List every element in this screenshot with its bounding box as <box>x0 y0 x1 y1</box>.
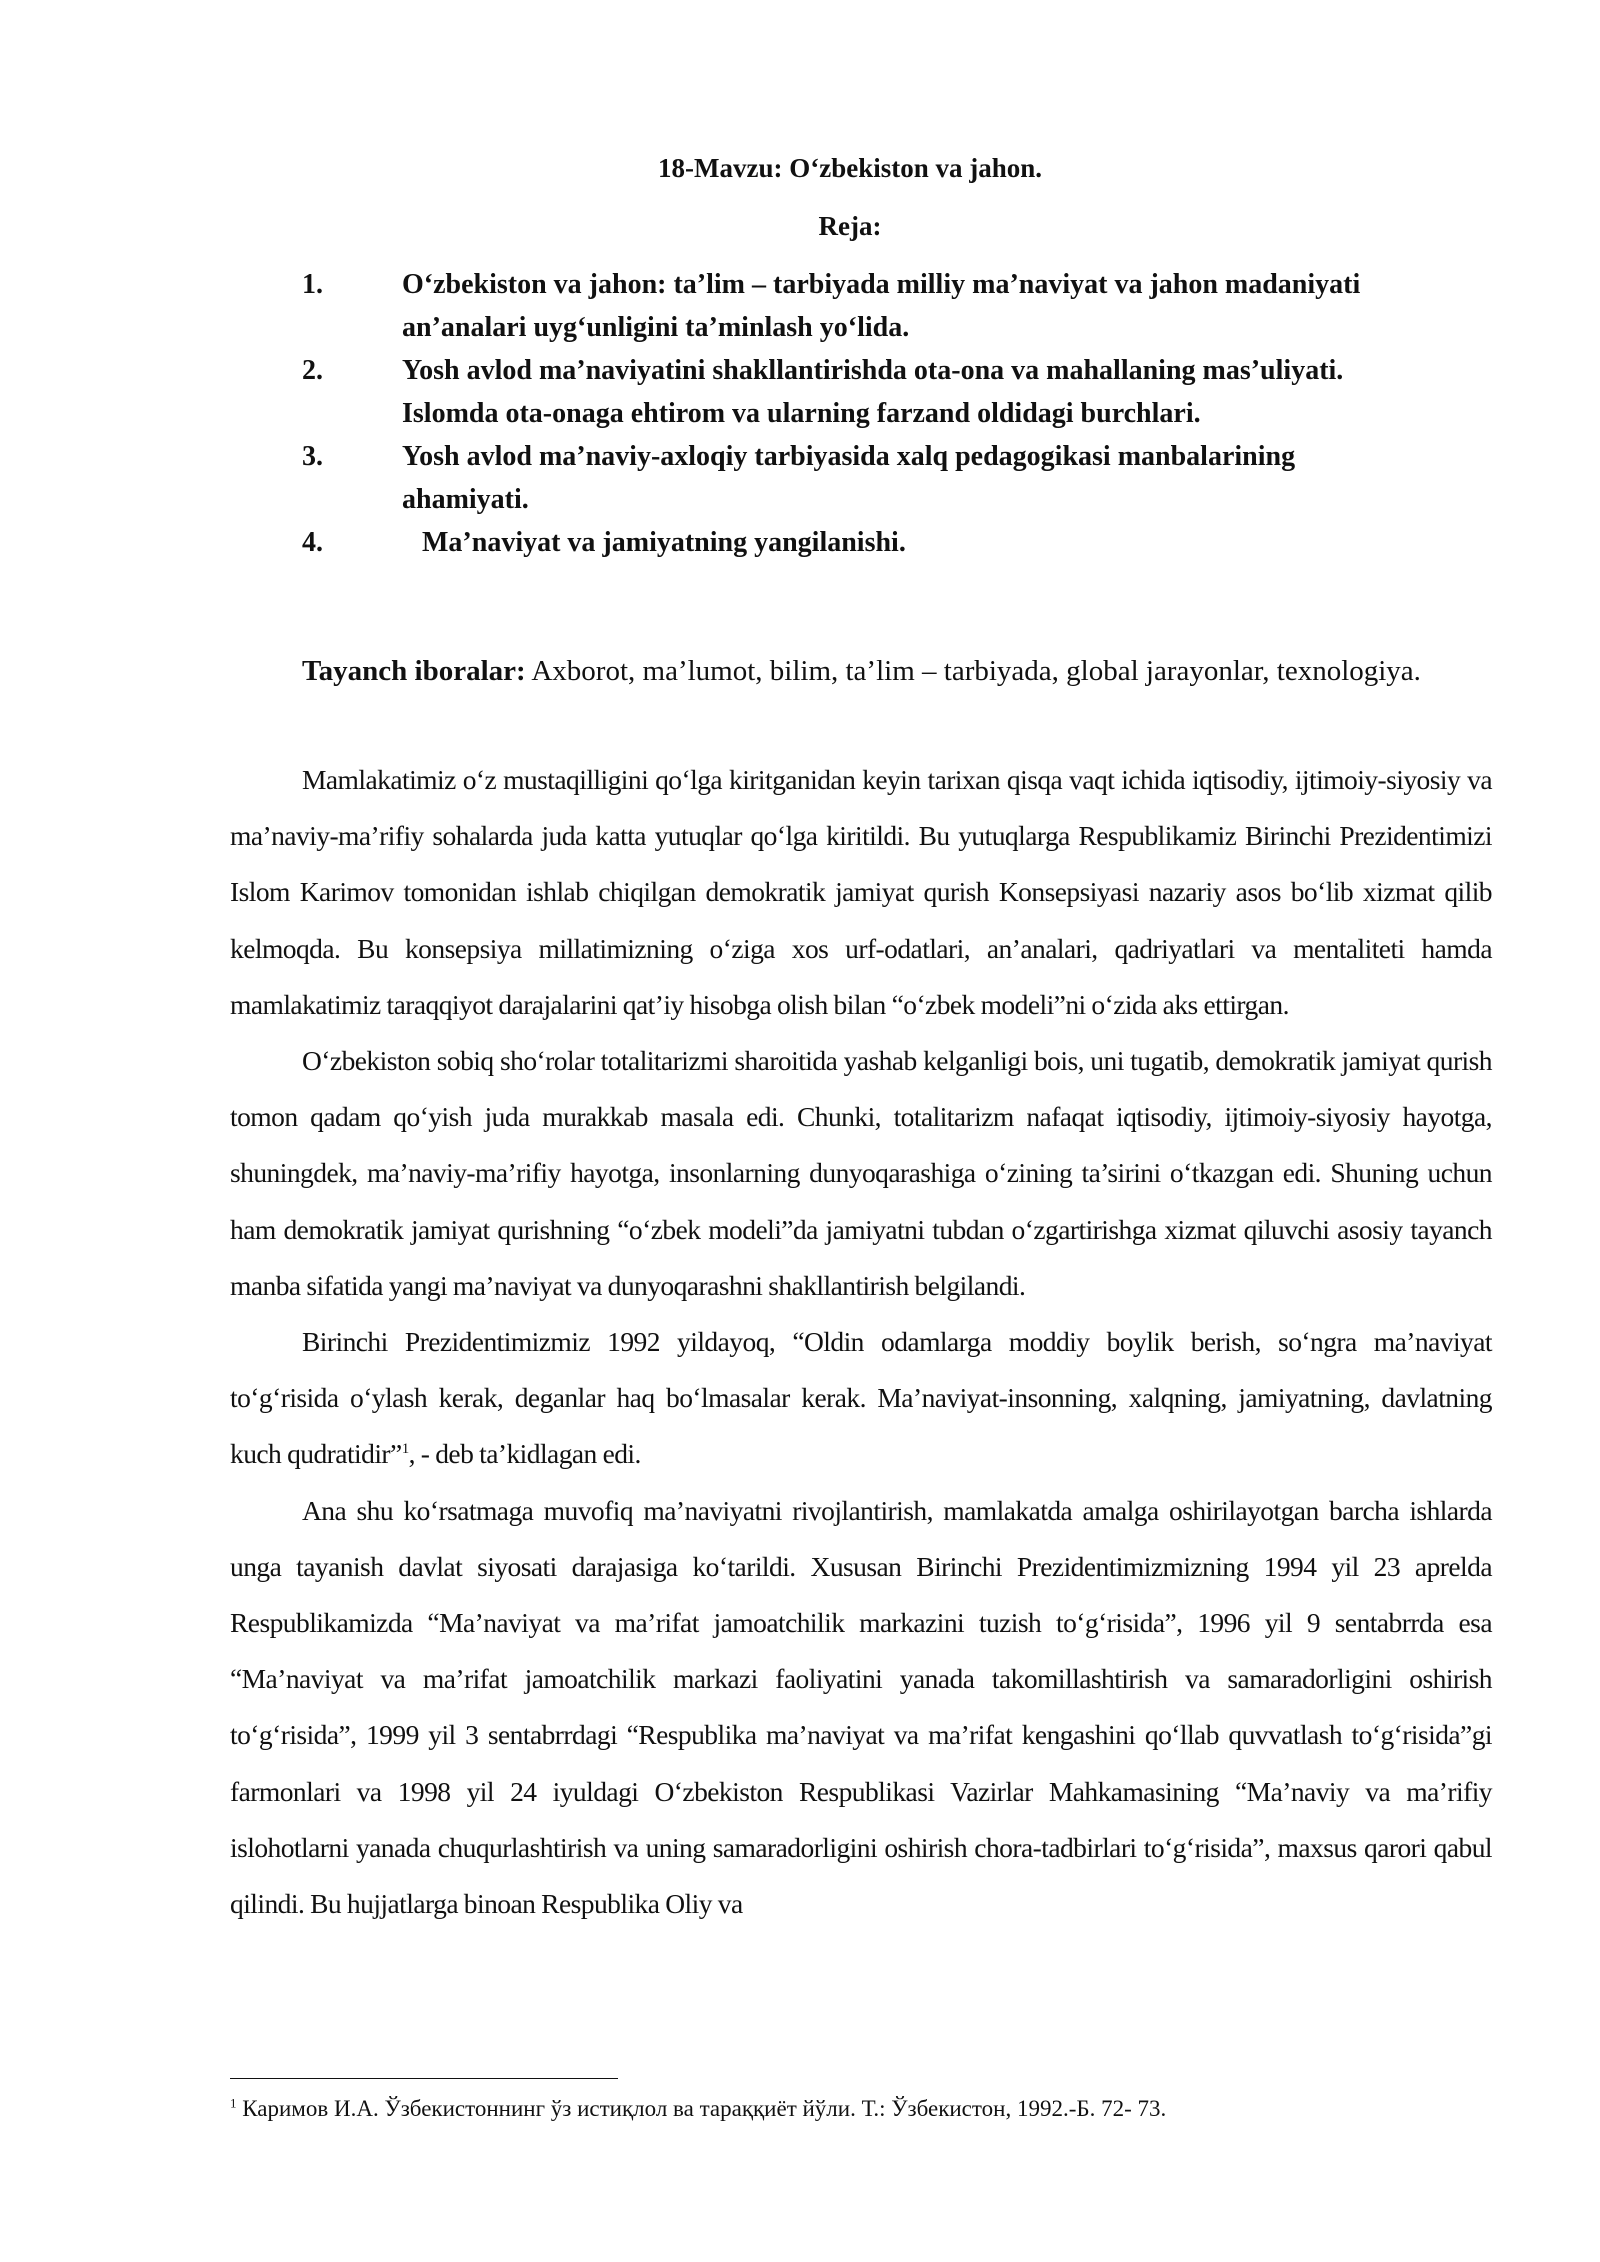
paragraph: Ana shu ko‘rsatmaga muvofiq ma’naviyatni rivojlantirish, mamlakatda amalga oshirilayotgan barcha ishlarda unga tayanish davlat siyosati darajasiga ko‘tarildi. Xususan Birinchi Prezidentimizmizning 1994 yil 23 aprelda Respublikamizda “Ma’naviyat va ma’rifat jamoatchilik markazini tuzish to‘g‘risida”, 1996 yil 9 sentabrrda esa “Ma’naviyat va ma’rifat jamoatchilik markazi faoliyatini yanada takomillashtirish va samaradorligini oshirish to‘g‘risida”, 1999 yil 3 sentabrrdagi “Respublika ma’naviyat va ma’rifat kengashini qo‘llab quvvatlash to‘g‘risida”gi farmonlari va 1998 yil 24 iyuldagi O‘zbekiston Respublikasi Vazirlar Mahkamasining “Ma’naviy va ma’rifiy islohotlarni yanada chuqurlashtirish va uning samaradorligini oshirish chora-tadbirlari to‘g‘risida”, maxsus qarori qabul qilindi. Bu hujjatlarga binoan Respublika Oliy va <box>230 1494 1492 1920</box>
keywords-text: Axborot, ma’lumot, bilim, ta’lim – tarbiyada, global jarayonlar, texnologiya. <box>531 655 1421 687</box>
plan-item <box>302 263 1362 349</box>
plan-item <box>302 349 1362 435</box>
paragraph: O‘zbekiston sobiq sho‘rolar totalitarizmi sharoitida yashab kelganligi bois, uni tugatib, demokratik jamiyat qurish tomon qadam qo‘yish juda murakkab masala edi. Chunki, totalitarizm nafaqat iqtisodiy, ijtimoiy-siyosiy hayotga, shuningdek, ma’naviy-ma’rifiy hayotga, insonlarning dunyoqarashiga o‘zining ta’sirini o‘tkazgan edi. Shuning uchun ham demokratik jamiyat qurishning “o‘zbek modeli”da jamiyatni tubdan o‘zgartirishga xizmat qiluvchi asosiy tayanch manba sifatida yangi ma’naviyat va dunyoqarashni shakllantirish belgilandi. <box>230 1045 1492 1301</box>
plan-item-text: Ma’naviyat va jamiyatning yangilanishi. <box>422 527 906 558</box>
plan-item-text: Yosh avlod ma’naviy-axloqiy tarbiyasida xalq pedagogikasi manbalarining ahamiyati. <box>402 441 1296 515</box>
plan-list <box>302 263 1362 564</box>
page-title: 18-Mavzu: O‘zbekiston va jahon. <box>658 153 1042 183</box>
footnote <box>230 2092 1492 2126</box>
keywords-label: Tayanch iboralar: <box>302 655 526 687</box>
plan-item-text: O‘zbekiston va jahon: ta’lim – tarbiyada milliy ma’naviyat va jahon madaniyati an’analari uyg‘unligini ta’minlash yo‘lida. <box>402 269 1361 343</box>
plan-item-number: 1. <box>302 269 323 300</box>
footnote-divider <box>230 2078 618 2079</box>
plan-heading: Reja: <box>818 211 882 241</box>
footnote-reference[interactable]: 1 <box>401 1441 409 1458</box>
plan-item-number: 4. <box>302 527 323 558</box>
plan-item <box>302 435 1362 521</box>
paragraph: Mamlakatimiz o‘z mustaqilligini qo‘lga kiritganidan keyin tarixan qisqa vaqt ichida iqtisodiy, ijtimoiy-siyosiy va ma’naviy-ma’rifiy sohalarda juda katta yutuqlar qo‘lga kiritildi. Bu yutuqlarga Respublikamiz Birinchi Prezidentimizi Islom Karimov tomonidan ishlab chiqilgan demokratik jamiyat qurish Konsepsiyasi nazariy asos bo‘lib xizmat qilib kelmoqda. Bu konsepsiya millatimizning o‘ziga xos urf-odatlari, an’analari, qadriyatlari va mentaliteti hamda mamlakatimiz taraqqiyot darajalarini qat’iy hisobga olish bilan “o‘zbek modeli”ni o‘zida aks ettirgan. <box>230 764 1492 1020</box>
plan-item-number: 3. <box>302 441 323 472</box>
paragraph-text-tail: , - deb ta’kidlagan edi. <box>408 1438 641 1470</box>
plan-item-text: Yosh avlod ma’naviyatini shakllantirishda ota-ona va mahallaning mas’uliyati. Islomda ota-onaga ehtirom va ularning farzand oldidagi burchlari. <box>402 355 1344 429</box>
paragraph <box>230 1314 1492 1483</box>
paragraph-text: Birinchi Prezidentimizmiz 1992 yildayoq, “Oldin odamlarga moddiy boylik berish, so‘ngra ma’naviyat to‘g‘risida o‘ylash kerak, deganlar haq bo‘lmasalar kerak. Ma’naviyat-insonning, xalqning, jamiyatning, davlatning kuch qudratidir” <box>230 1326 1492 1470</box>
footnote-text: Каримов И.А. Ўзбекистоннинг ўз истиқлол ва тараққиёт йўли. Т.: Ўзбекистон, 1992.-Б. 72- 73. <box>236 2096 1167 2121</box>
plan-item <box>302 521 1362 564</box>
body-text <box>230 752 1492 1932</box>
footnote-mark: 1 <box>230 2095 237 2111</box>
keywords-section <box>302 643 1492 699</box>
plan-item-number: 2. <box>302 355 323 386</box>
